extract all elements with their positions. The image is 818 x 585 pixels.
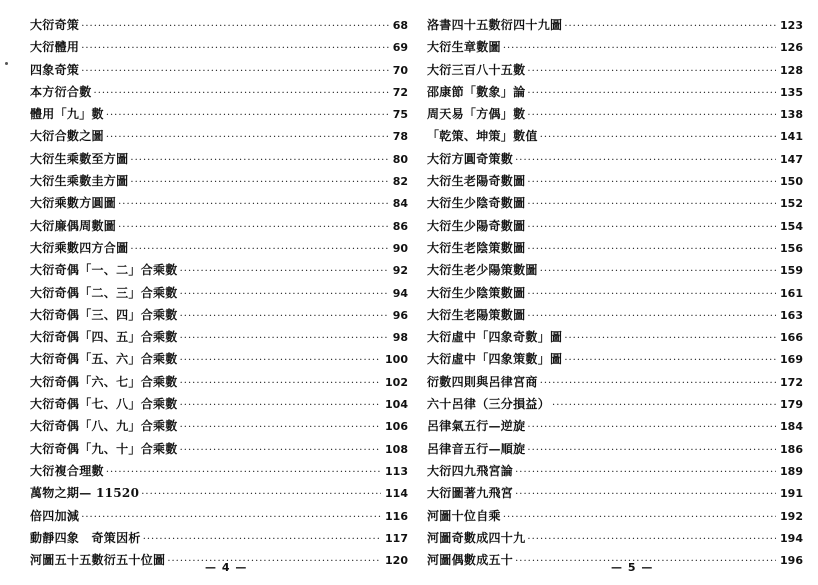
toc-entry-page-number: 184 <box>780 420 803 434</box>
toc-entry[interactable] <box>427 527 803 549</box>
toc-list-right <box>427 14 803 571</box>
toc-entry-page-number: 196 <box>780 554 803 568</box>
toc-entry-title: 大衍生老少陽策數圖 <box>427 263 538 278</box>
toc-entry-title: 河圖十位自乘 <box>427 508 501 523</box>
toc-entry[interactable] <box>30 103 408 125</box>
toc-entry-title: 體用「九」數 <box>30 107 104 122</box>
toc-entry-page-number: 156 <box>780 241 803 255</box>
toc-entry[interactable] <box>30 438 408 460</box>
toc-entry-page-number: 100 <box>385 353 408 367</box>
dot-leader <box>527 239 776 261</box>
toc-entry-title: 大衍生老陰策數圖 <box>427 240 526 255</box>
toc-entry[interactable] <box>30 14 408 36</box>
toc-entry[interactable] <box>427 14 803 36</box>
toc-entry-page-number: 128 <box>780 63 803 77</box>
toc-entry[interactable] <box>30 237 408 259</box>
toc-entry-page-number: 90 <box>392 241 408 255</box>
dot-leader <box>81 16 388 38</box>
toc-entry-title: 邵康節「數象」論 <box>427 84 526 99</box>
toc-entry-page-number: 147 <box>780 152 803 166</box>
toc-entry[interactable] <box>30 505 408 527</box>
toc-entry-title: 河圖奇數成四十九 <box>427 530 526 545</box>
toc-entry-title: 四象奇策 <box>30 62 80 77</box>
toc-entry[interactable] <box>30 326 408 348</box>
toc-entry[interactable] <box>427 438 803 460</box>
toc-entry-page-number: 169 <box>780 353 803 367</box>
toc-entry[interactable] <box>427 103 803 125</box>
toc-entry-title: 大衍生少陽奇數圖 <box>427 218 526 233</box>
toc-entry-title: 大衍圖著九飛宮 <box>427 486 514 501</box>
toc-entry-title: 倍四加減 <box>30 508 80 523</box>
toc-entry[interactable] <box>427 81 803 103</box>
margin-speck <box>5 62 8 65</box>
toc-entry-page-number: 189 <box>780 464 803 478</box>
toc-entry-title: 大衍生章數圖 <box>427 40 501 55</box>
toc-entry-page-number: 138 <box>780 108 803 122</box>
dot-leader <box>527 529 776 551</box>
toc-entry-page-number: 82 <box>392 175 408 189</box>
dot-leader <box>106 105 389 127</box>
toc-entry[interactable] <box>30 371 408 393</box>
dot-leader <box>527 194 776 216</box>
toc-entry-title: 大衍生乘數圭方圖 <box>30 174 129 189</box>
toc-entry-title: 大衍奇偶「八、九」合乘數 <box>30 419 178 434</box>
toc-entry-page-number: 113 <box>385 464 408 478</box>
dot-leader <box>180 261 389 283</box>
toc-entry[interactable] <box>30 482 408 504</box>
toc-entry-page-number: 114 <box>385 487 408 501</box>
toc-entry-page-number: 69 <box>392 41 408 55</box>
toc-entry-page-number: 94 <box>392 286 408 300</box>
toc-entry-page-number: 86 <box>392 219 408 233</box>
toc-entry-title: 大衍虛中「四象策數」圖 <box>427 352 563 367</box>
toc-entry-title: 動靜四象 奇策因析 <box>30 530 141 545</box>
toc-entry[interactable] <box>427 192 803 214</box>
dot-leader <box>527 284 776 306</box>
toc-entry-title: 大衍生老陽策數圖 <box>427 307 526 322</box>
toc-entry-title: 大衍三百八十五數 <box>427 62 526 77</box>
toc-entry[interactable] <box>30 348 408 370</box>
toc-entry-page-number: 80 <box>392 152 408 166</box>
toc-entry-title: 大衍合數之圖 <box>30 129 104 144</box>
toc-entry-page-number: 84 <box>392 197 408 211</box>
dot-leader <box>527 172 776 194</box>
toc-page-left <box>30 14 408 571</box>
dot-leader <box>527 83 776 105</box>
toc-entry[interactable] <box>427 59 803 81</box>
toc-entry[interactable] <box>30 148 408 170</box>
toc-entry[interactable] <box>30 460 408 482</box>
toc-entry-page-number: 123 <box>780 19 803 32</box>
toc-entry[interactable] <box>427 326 803 348</box>
toc-entry-title: 洛書四十五數衍四十九圖 <box>427 18 563 32</box>
toc-entry-page-number: 179 <box>780 398 803 412</box>
toc-entry[interactable] <box>427 304 803 326</box>
page-number-right: — 5 — <box>611 561 654 574</box>
toc-entry[interactable] <box>30 527 408 549</box>
dot-leader <box>94 83 389 105</box>
toc-entry[interactable] <box>30 192 408 214</box>
toc-entry[interactable] <box>30 259 408 281</box>
toc-entry-title: 大衍生少陰奇數圖 <box>427 196 526 211</box>
toc-entry-title: 大衍乘數四方合圖 <box>30 240 129 255</box>
toc-entry-title: 大衍奇偶「三、四」合乘數 <box>30 307 178 322</box>
dot-leader <box>503 507 776 529</box>
toc-entry-title: 大衍體用 <box>30 40 80 55</box>
toc-entry[interactable] <box>30 170 408 192</box>
dot-leader <box>81 38 388 60</box>
dot-leader <box>106 462 381 484</box>
toc-entry-title: 大衍奇偶「六、七」合乘數 <box>30 374 178 389</box>
toc-entry-page-number: 192 <box>780 509 803 523</box>
toc-entry-title: 本方衍合數 <box>30 84 92 99</box>
toc-page-right <box>427 14 803 571</box>
toc-entry-page-number: 161 <box>780 286 803 300</box>
toc-entry-title: 大衍奇偶「二、三」合乘數 <box>30 285 178 300</box>
toc-entry-title: 河圖偶數成五十 <box>427 553 514 568</box>
toc-entry-page-number: 126 <box>780 41 803 55</box>
toc-entry-page-number: 102 <box>385 375 408 389</box>
toc-entry[interactable] <box>427 348 803 370</box>
dot-leader <box>130 239 388 261</box>
toc-entry-page-number: 108 <box>385 442 408 456</box>
dot-leader <box>130 150 388 172</box>
toc-entry[interactable] <box>427 282 803 304</box>
toc-entry-page-number: 72 <box>392 85 408 99</box>
dot-leader <box>527 105 776 127</box>
toc-entry-page-number: 70 <box>392 63 408 77</box>
toc-entry[interactable] <box>427 237 803 259</box>
toc-entry-title: 大衍虛中「四象奇數」圖 <box>427 330 563 345</box>
toc-entry-page-number: 116 <box>385 509 408 523</box>
toc-entry-page-number: 104 <box>385 398 408 412</box>
toc-entry-title: 大衍生老陽奇數圖 <box>427 174 526 189</box>
toc-entry-title: 河圖五十五數衍五十位圖 <box>30 553 166 568</box>
toc-entry[interactable] <box>427 393 803 415</box>
dot-leader <box>81 507 381 529</box>
toc-entry-title: 大衍方圓奇策數 <box>427 151 514 166</box>
dot-leader <box>180 306 389 328</box>
dot-leader <box>180 328 389 350</box>
toc-entry[interactable] <box>427 460 803 482</box>
toc-entry-title: 大衍奇偶「九、十」合乘數 <box>30 441 178 456</box>
dot-leader <box>167 551 381 573</box>
dot-leader <box>81 61 388 83</box>
dot-leader <box>130 172 388 194</box>
toc-entry-page-number: 166 <box>780 331 803 345</box>
dot-leader <box>515 484 776 506</box>
dot-leader <box>564 350 776 372</box>
toc-entry[interactable] <box>30 36 408 58</box>
toc-entry[interactable] <box>30 81 408 103</box>
toc-entry[interactable] <box>427 415 803 437</box>
toc-entry[interactable] <box>30 282 408 304</box>
dot-leader <box>552 395 776 417</box>
toc-entry-page-number: 92 <box>392 264 408 278</box>
toc-entry[interactable] <box>427 125 803 147</box>
dot-leader <box>141 484 381 506</box>
toc-entry[interactable] <box>427 170 803 192</box>
toc-entry-page-number: 186 <box>780 442 803 456</box>
toc-entry-page-number: 96 <box>392 308 408 322</box>
toc-entry-page-number: 172 <box>780 375 803 389</box>
toc-entry[interactable] <box>30 304 408 326</box>
dot-leader <box>527 217 776 239</box>
toc-entry-page-number: 135 <box>780 85 803 99</box>
toc-entry-page-number: 154 <box>780 219 803 233</box>
toc-entry[interactable] <box>30 125 408 147</box>
toc-entry-page-number: 191 <box>780 487 803 501</box>
toc-entry-title: 萬物之期— 11520 <box>30 486 140 501</box>
dot-leader <box>540 261 776 283</box>
toc-entry-title: 大衍奇偶「一、二」合乘數 <box>30 263 178 278</box>
dot-leader <box>515 150 776 172</box>
toc-entry[interactable] <box>30 215 408 237</box>
dot-leader <box>527 417 776 439</box>
dot-leader <box>106 127 389 149</box>
toc-entry[interactable] <box>427 36 803 58</box>
toc-entry-title: 大衍奇策 <box>30 18 80 32</box>
toc-entry-page-number: 68 <box>392 19 408 32</box>
toc-entry-title: 「乾策、坤策」數值 <box>427 129 538 144</box>
toc-entry[interactable] <box>30 393 408 415</box>
dot-leader <box>540 373 776 395</box>
toc-entry-page-number: 152 <box>780 197 803 211</box>
toc-entry-title: 大衍奇偶「四、五」合乘數 <box>30 330 178 345</box>
toc-entry-title: 大衍奇偶「五、六」合乘數 <box>30 352 178 367</box>
dot-leader <box>143 529 381 551</box>
toc-entry-title: 大衍奇偶「七、八」合乘數 <box>30 397 178 412</box>
dot-leader <box>540 127 776 149</box>
dot-leader <box>503 38 776 60</box>
dot-leader <box>180 440 381 462</box>
toc-entry-title: 大衍生少陰策數圖 <box>427 285 526 300</box>
toc-entry[interactable] <box>30 415 408 437</box>
dot-leader <box>180 350 381 372</box>
toc-entry[interactable] <box>30 59 408 81</box>
dot-leader <box>564 328 776 350</box>
dot-leader <box>515 462 776 484</box>
dot-leader <box>180 373 381 395</box>
toc-entry[interactable] <box>427 259 803 281</box>
toc-entry[interactable] <box>427 215 803 237</box>
toc-entry-title: 周天易「方偶」數 <box>427 107 526 122</box>
dot-leader <box>564 16 776 38</box>
dot-leader <box>527 61 776 83</box>
toc-entry-page-number: 78 <box>392 130 408 144</box>
toc-entry-page-number: 98 <box>392 331 408 345</box>
toc-entry-page-number: 163 <box>780 308 803 322</box>
toc-entry-title: 大衍四九飛宮論 <box>427 463 514 478</box>
toc-entry-title: 衍數四則與呂律宮商 <box>427 374 538 389</box>
dot-leader <box>527 306 776 328</box>
toc-entry-title: 大衍廉偶周數圖 <box>30 218 117 233</box>
toc-entry-title: 六十呂律（三分損益） <box>427 397 551 412</box>
toc-entry-title: 呂律氣五行—逆旋 <box>427 419 526 434</box>
toc-entry-title: 大衍複合理數 <box>30 463 104 478</box>
toc-entry-page-number: 194 <box>780 531 803 545</box>
toc-entry-title: 大衍乘數方圓圖 <box>30 196 117 211</box>
toc-entry-title: 呂律音五行—順旋 <box>427 441 526 456</box>
dot-leader <box>180 395 381 417</box>
dot-leader <box>180 417 381 439</box>
toc-entry[interactable] <box>427 482 803 504</box>
toc-entry-page-number: 150 <box>780 175 803 189</box>
toc-entry-page-number: 117 <box>385 531 408 545</box>
toc-entry-title: 大衍生乘數至方圖 <box>30 151 129 166</box>
toc-entry-page-number: 120 <box>385 554 408 568</box>
toc-entry-page-number: 159 <box>780 264 803 278</box>
toc-entry-page-number: 141 <box>780 130 803 144</box>
toc-entry[interactable] <box>427 505 803 527</box>
page-number-left: — 4 — <box>205 561 248 574</box>
toc-entry[interactable] <box>427 148 803 170</box>
dot-leader <box>180 284 389 306</box>
dot-leader <box>527 440 776 462</box>
dot-leader <box>118 217 389 239</box>
toc-entry-page-number: 106 <box>385 420 408 434</box>
dot-leader <box>118 194 389 216</box>
toc-entry[interactable] <box>427 371 803 393</box>
toc-list-left <box>30 14 408 571</box>
toc-entry-page-number: 75 <box>392 108 408 122</box>
